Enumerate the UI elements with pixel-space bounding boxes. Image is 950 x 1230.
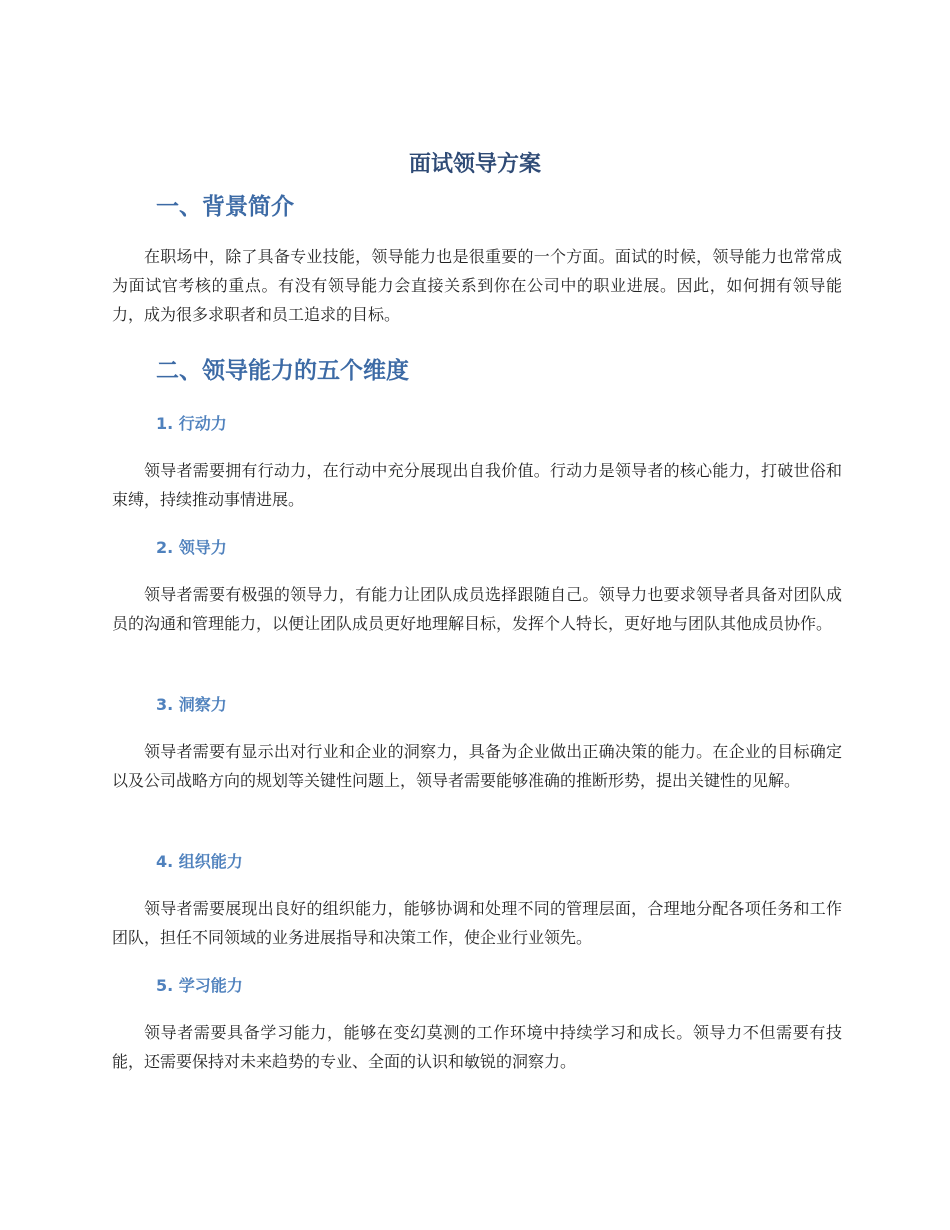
section-heading-background: 一、背景简介 [156,194,294,220]
subsection-heading-leadership: 2. 领导力 [156,538,227,557]
subsection-heading-action: 1. 行动力 [156,414,227,433]
subsection-paragraph-organization: 领导者需要展现出良好的组织能力，能够协调和处理不同的管理层面，合理地分配各项任务和工作团队，担任不同领域的业务进展指导和决策工作，使企业行业领先。 [112,899,842,947]
subsection-heading-insight: 3. 洞察力 [156,695,227,714]
section-heading-dimensions: 二、领导能力的五个维度 [156,358,409,384]
document-title: 面试领导方案 [408,152,541,177]
subsection-paragraph-insight: 领导者需要有显示出对行业和企业的洞察力，具备为企业做出正确决策的能力。在企业的目标确定以及公司战略方向的规划等关键性问题上，领导者需要能够准确的推断形势，提出关键性的见解。 [112,742,842,790]
subsection-paragraph-leadership: 领导者需要有极强的领导力，有能力让团队成员选择跟随自己。领导力也要求领导者具备对团队成员的沟通和管理能力，以便让团队成员更好地理解目标，发挥个人特长，更好地与团队其他成员协作。 [112,585,842,633]
section-paragraph-background: 在职场中，除了具备专业技能，领导能力也是很重要的一个方面。面试的时候，领导能力也常常成为面试官考核的重点。有没有领导能力会直接关系到你在公司中的职业进展。因此，如何拥有领导能力，成为很多求职者和员工追求的目标。 [112,247,842,324]
subsection-paragraph-learning: 领导者需要具备学习能力，能够在变幻莫测的工作环境中持续学习和成长。领导力不但需要有技能，还需要保持对未来趋势的专业、全面的认识和敏锐的洞察力。 [112,1023,842,1071]
subsection-heading-organization: 4. 组织能力 [156,852,243,871]
subsection-heading-learning: 5. 学习能力 [156,976,243,995]
subsection-paragraph-action: 领导者需要拥有行动力，在行动中充分展现出自我价值。行动力是领导者的核心能力，打破世俗和束缚，持续推动事情进展。 [112,461,842,509]
